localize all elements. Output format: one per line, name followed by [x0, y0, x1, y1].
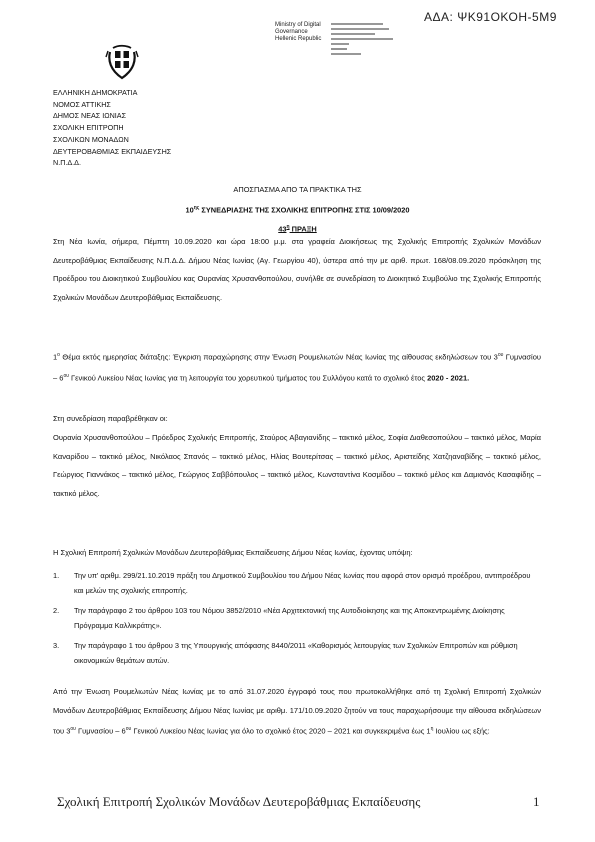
excerpt-title: ΑΠΟΣΠΑΣΜΑ ΑΠΟ ΤΑ ΠΡΑΚΤΙΚΑ ΤΗΣ: [233, 185, 362, 194]
intro-paragraph: Στη Νέα Ιωνία, σήμερα, Πέμπτη 10.09.2020 και ώρα 18:00 μ.μ. στα γραφεία Διοικήσεως της Σχολικής Επιτροπής Σχολικών Μονάδων Δευτεροβάθμιας Εκπαίδευσης Ν.Π.Δ.Δ. Δήμου Νέας Ιωνίας (Αγ. Γεωργίου 40), ύστερα από την με αριθ. πρωτ. 168/08.09.2020 πρόσκληση της Προέδρου του Διοικητικού Συμβουλίου κας Ουρανίας Χρυσανθοπούλου, συνήλθε σε συνεδρίαση το Διοικητικό Συμβούλιο της Σχολικής Επιτροπής Σχολικών Μονάδων Δευτεροβάθμιας Εκπαίδευσης.: [53, 237, 541, 302]
list-item: 2. Την παράγραφο 2 του άρθρου 103 του Νόμου 3852/2010 «Νέα Αρχιτεκτονική της Αυτοδιοίκησης και της Αποκεντρωμένης Διοίκησης Πρόγραμμα Καλλικράτης».: [53, 606, 505, 630]
list-item: 1. Την υπ' αριθμ. 299/21.10.2019 πράξη του Δημοτικού Συμβουλίου του Δήμου Νέας Ιωνίας που αφορά στον ορισμό προέδρου, αντιπροέδρου και μελών της σχολικής επιτροπής.: [53, 571, 531, 595]
considerations-list: [53, 568, 541, 673]
issuer-block: [53, 87, 171, 169]
issuer-line: ΔΕΥΤΕΡΟΒΑΘΜΙΑΣ ΕΚΠΑΙΔΕΥΣΗΣ: [53, 146, 172, 156]
issuer-line: ΕΛΛΗΝΙΚΗ ΔΗΜΟΚΡΑΤΙΑ: [53, 88, 138, 97]
members-paragraph: Ουρανία Χρυσανθοπούλου – Πρόεδρος Σχολικής Επιτροπής, Σταύρος Αβαγιανίδης – τακτικό μέλος, Σοφία Διαθεσοπούλου – τακτικό μέλος, Μαρία Καναρίδου – τακτικό μέλος, Νικόλαος Σπανός – τακτικό μέλος, Ηλίας Βουτερίτσας – τακτικό μέλος, Αριστείδης Χατζηαναβίδης – τακτικό μέλος, Γεώργιος Γιαννάκος – τακτικό μέλος, Γεώργιος Σαββόπουλος – τακτικό μέλος, Κωνσταντίνα Κοσμίδου – τακτικό μέλος και Δαμιανός Κασαφίδης – τακτικό μέλος.: [53, 433, 541, 498]
ministry-line: Hellenic Republic: [275, 36, 322, 42]
list-item: 3. Την παράγραφο 1 του άρθρου 3 της Υπουργικής απόφασης 8440/2011 «Καθορισμός λειτουργίας των Σχολικών Επιτροπών και ρύθμιση οικονομικών θεμάτων αυτών.: [53, 641, 518, 665]
act-title: $43^\eta$ ΠΡΑΞΗ: [278, 224, 317, 234]
hellenic-republic-emblem-icon: [104, 42, 140, 80]
ministry-block: [275, 22, 321, 43]
ministry-line: Governance: [275, 29, 308, 35]
considering-paragraph: Η Σχολική Επιτροπή Σχολικών Μονάδων Δευτεροβάθμιας Εκπαίδευσης Δήμου Νέας Ιωνίας, έχοντας υπόψη:: [53, 548, 413, 557]
topic-paragraph: $1^o$ Θέμα εκτός ημερησίας διάταξης: Έγκριση παραχώρησης στην Ένωση Ρουμελιωτών Νέας Ιωνίας της αίθουσας εκδηλώσεων του $3^{o\upsilon}$ Γυμνασίου – $6^{o\upsilon}$ Γενικού Λυκείου Νέας Ιωνίας για τη λειτουργία του χορευτικού τμήματος του Συλλόγου κατά το σχολικό έτος 2020 - 2021.: [53, 352, 541, 383]
footer-text: Σχολική Επιτροπή Σχολικών Μονάδων Δευτεροβάθμιας Εκπαίδευσης: [57, 794, 421, 809]
page-number: 1: [533, 794, 540, 809]
request-paragraph: Από την Ένωση Ρουμελιωτών Νέας Ιωνίας με το από 31.07.2020 έγγραφό τους που πρωτοκολλήθηκε από τη Σχολική Επιτροπή Σχολικών Μονάδων Δευτεροβάθμιας Εκπαίδευσης Δήμου Νέας Ιωνίας με αριθμ. 171/10.09.2020 ζητούν να τους παραχωρήσουμε την αίθουσα εκδηλώσεων του $3^{o\upsilon}$ Γυμνασίου – $6^{o\upsilon}$ Γενικού Λυκείου Νέας Ιωνίας για όλο το σχολικό έτος 2020 – 2021 και συγκεκριμένα έως $1^\eta$ Ιουλίου ως εξής:: [53, 687, 541, 736]
issuer-line: ΔΗΜΟΣ ΝΕΑΣ ΙΩΝΙΑΣ: [53, 111, 127, 121]
digital-signature-stamp: [331, 22, 401, 56]
issuer-line: ΝΟΜΟΣ ΑΤΤΙΚΗΣ: [53, 99, 111, 109]
ada-code: ΑΔΑ: ΨΚ91ΟΚΟΗ-5Μ9: [424, 10, 557, 24]
present-label: Στη συνεδρίαση παραβρέθηκαν οι:: [53, 414, 168, 423]
ministry-line: Ministry of Digital: [275, 22, 321, 28]
issuer-line: ΣΧΟΛΙΚΩΝ ΜΟΝΑΔΩΝ: [53, 134, 129, 144]
issuer-line: ΣΧΟΛΙΚΗ ΕΠΙΤΡΟΠΗ: [53, 123, 124, 133]
session-title: $10^{\eta\varsigma}$ ΣΥΝΕΔΡΙΑΣΗΣ ΤΗΣ ΣΧΟΛΙΚΗΣ ΕΠΙΤΡΟΠΗΣ ΣΤΙΣ 10/09/2020: [185, 205, 410, 215]
issuer-line: Ν.Π.Δ.Δ.: [53, 158, 81, 168]
